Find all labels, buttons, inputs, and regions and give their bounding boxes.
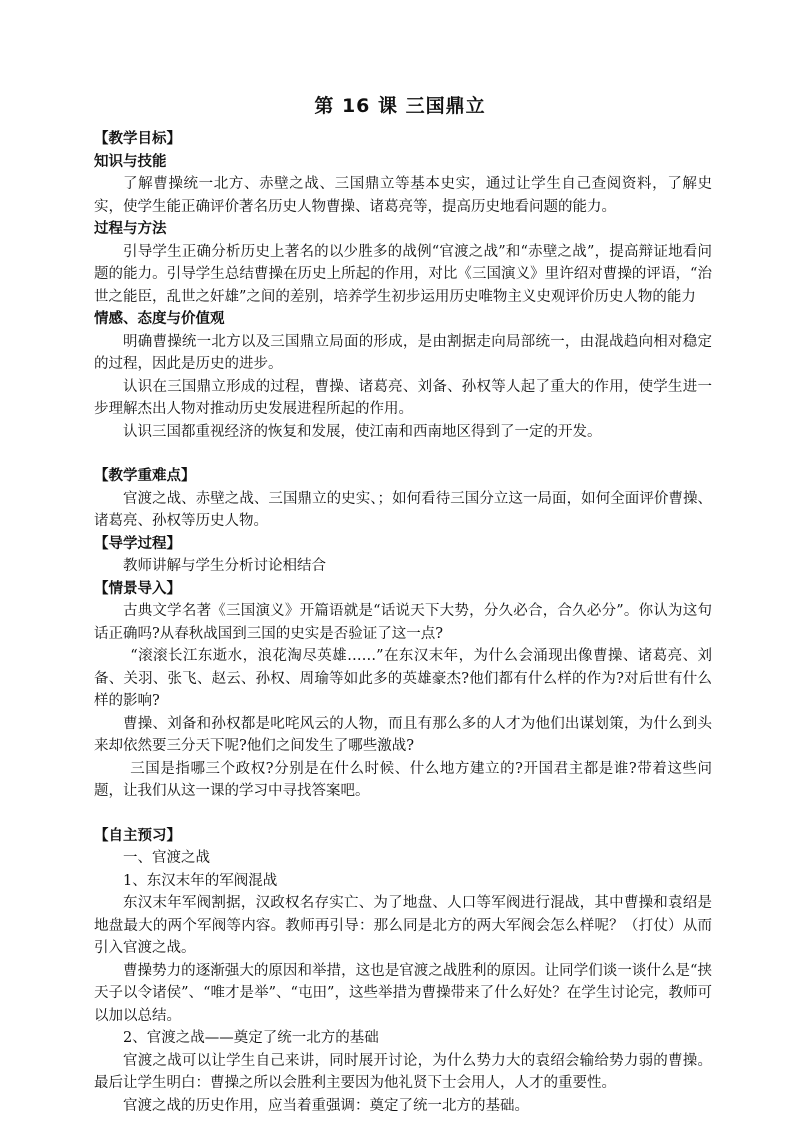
paragraph-preview-3: 官渡之战可以让学生自己来讲，同时展开讨论，为什么势力大的袁绍会输给势力弱的曹操。最后让学生明白：曹操之所以会胜利主要因为他礼贤下士会用人，人才的重要性。 (94, 1052, 712, 1091)
spacer (94, 443, 712, 465)
section-heading-intro: 【情景导入】 (94, 580, 181, 597)
section-heading-goals: 【教学目标】 (94, 131, 181, 147)
lesson-title: 第 16 课 三国鼎立 (314, 95, 486, 117)
paragraph-preview-4: 官渡之战的历史作用，应当着重强调：奠定了统一北方的基础。 (123, 1097, 529, 1114)
paragraph-intro-1: 古典文学名著《三国演义》开篇语就是“话说天下大势，分久必合，合久必分”。你认为这句话正确吗?从春秋战国到三国的史实是否验证了这一点? (94, 603, 712, 642)
paragraph-preview-2: 曹操势力的逐渐强大的原因和举措，这也是官渡之战胜利的原因。让同学们谈一谈什么是“挟天子以令诸侯”、“唯才是举”、“屯田”，这些举措为曹操带来了什么好处？在学生讨论完，教师可以加以总结。 (94, 962, 712, 1024)
document-body (94, 128, 712, 1117)
paragraph-values-1: 明确曹操统一北方以及三国鼎立局面的形成，是由割据走向局部统一，由混战趋向相对稳定的过程，因此是历史的进步。 (94, 333, 712, 372)
section-heading-guide: 【导学过程】 (94, 535, 181, 552)
spacer (94, 803, 712, 825)
list-item-1-2: 2、官渡之战——奠定了统一北方的基础 (123, 1030, 379, 1046)
paragraph-values-2: 认识在三国鼎立形成的过程，曹操、诸葛亮、刘备、孙权等人起了重大的作用，使学生进一步理解杰出人物对推动历史发展进程所起的作用。 (94, 378, 712, 417)
list-item-1-1: 1、东汉末年的军阀混战 (123, 872, 278, 889)
paragraph-key-points: 官渡之战、赤壁之战、三国鼎立的史实、；如何看待三国分立这一局面，如何全面评价曹操、诸葛亮、孙权等历史人物。 (94, 490, 712, 529)
paragraph-preview-1: 东汉末年军阀割据，汉政权名存实亡、为了地盘、人口等军阀进行混战，其中曹操和袁绍是地盘最大的两个军阀等内容。教师再引导：那么同是北方的两大军阀会怎么样呢？（打仗）从而引入官渡之战。 (94, 895, 712, 956)
subheading-process: 过程与方法 (94, 221, 167, 237)
paragraph-values-3: 认识三国都重视经济的恢复和发展，使江南和西南地区得到了一定的开发。 (123, 423, 602, 440)
paragraph-intro-4: 三国是指哪三个政权?分别是在什么时候、什么地方建立的?开国君主都是谁?带着这些问题，让我们从这一课的学习中寻找答案吧。 (94, 760, 712, 799)
subheading-values: 情感、态度与价值观 (94, 311, 225, 327)
paragraph-knowledge: 了解曹操统一北方、赤壁之战、三国鼎立等基本史实，通过让学生自己查阅资料，了解史实，使学生能正确评价著名历史人物曹操、诸葛亮等，提高历史地看问题的能力。 (94, 176, 712, 215)
subheading-knowledge: 知识与技能 (94, 153, 167, 170)
paragraph-intro-2: “滚滚长江东逝水，浪花淘尽英雄……”在东汉末年，为什么会涌现出像曹操、诸葛亮、刘备、关羽、张飞、赵云、孙权、周瑜等如此多的英雄豪杰?他们都有什么样的作为?对后世有什么样的影响? (94, 648, 712, 709)
section-heading-key-points: 【教学重难点】 (94, 468, 196, 484)
section-heading-preview: 【自主预习】 (94, 827, 181, 844)
paragraph-process: 引导学生正确分析历史上著名的以少胜多的战例“官渡之战”和“赤壁之战”，提高辩证地看问题的能力。引导学生总结曹操在历史上所起的作用，对比《三国演义》里许绍对曹操的评语，“治世之能臣，乱世之奸雄”之间的差别，培养学生初步运用历史唯物主义史观评价历史人物的能力 (94, 243, 712, 305)
paragraph-intro-3: 曹操、刘备和孙权都是叱咤风云的人物，而且有那么多的人才为他们出谋划策，为什么到头来却依然要三分天下呢?他们之间发生了哪些激战? (94, 715, 712, 754)
paragraph-guide: 教师讲解与学生分析讨论相结合 (123, 558, 326, 574)
list-item-1: 一、官渡之战 (123, 850, 210, 866)
